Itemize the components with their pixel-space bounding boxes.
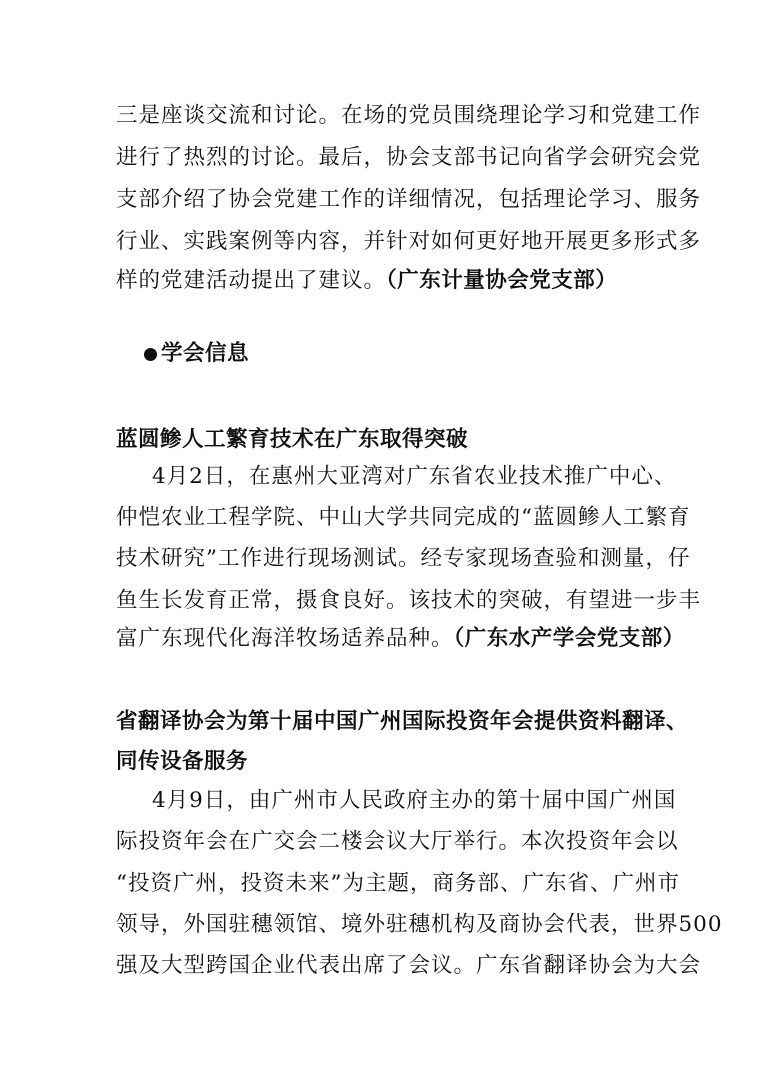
filled-circle-bullet-icon <box>144 348 157 361</box>
news-paragraph-line: 4月9日，由广州市人民政府主办的第十届中国广州国 <box>152 788 677 813</box>
news-text: 富广东现代化海洋牧场适养品种。 <box>116 626 454 651</box>
intro-paragraph-line: 行业、实践案例等内容，并针对如何更好地开展更多形式多 <box>116 229 702 254</box>
section-title-text: 学会信息 <box>161 341 250 366</box>
intro-paragraph-line: 三是座谈交流和讨论。在场的党员围绕理论学习和党建工作 <box>116 103 702 128</box>
news-source: （广东水产学会党支部） <box>453 626 685 651</box>
section-title <box>144 335 249 373</box>
news-title-line: 省翻译协会为第十届中国广州国际投资年会提供资料翻译、 <box>116 709 689 734</box>
intro-paragraph-line: 进行了热烈的讨论。最后，协会支部书记向省学会研究会党 <box>116 145 702 170</box>
intro-paragraph-last-line <box>116 263 656 299</box>
news-title-line: 同传设备服务 <box>116 749 249 774</box>
news-paragraph-line: 际投资年会在广交会二楼会议大厅举行。本次投资年会以 <box>116 829 679 854</box>
news-paragraph-last-line <box>116 621 685 657</box>
intro-source: （广东计量协会党支部） <box>386 268 618 293</box>
news-paragraph-line: 领导，外国驻穗领馆、境外驻穗机构及商协会代表，世界500 <box>116 912 723 937</box>
news-paragraph-line: 技术研究”工作进行现场测试。经专家现场查验和测量，仔 <box>116 546 691 571</box>
news-paragraph-line: 鱼生长发育正常，摄食良好。该技术的突破，有望进一步丰 <box>116 588 702 613</box>
news-paragraph-line: “投资广州，投资未来”为主题，商务部、广东省、广州市 <box>116 871 680 896</box>
news-title: 蓝圆鲹人工繁育技术在广东取得突破 <box>116 427 469 452</box>
intro-text: 样的党建活动提出了建议。 <box>116 268 387 293</box>
news-paragraph-line: 仲恺农业工程学院、中山大学共同完成的“蓝圆鲹人工繁育 <box>116 505 691 530</box>
news-paragraph-line: 强及大型跨国企业代表出席了会议。广东省翻译协会为大会 <box>116 953 702 978</box>
news-paragraph-line: 4月2日，在惠州大亚湾对广东省农业技术推广中心、 <box>152 464 677 489</box>
intro-paragraph-line: 支部介绍了协会党建工作的详细情况，包括理论学习、服务 <box>116 187 702 212</box>
